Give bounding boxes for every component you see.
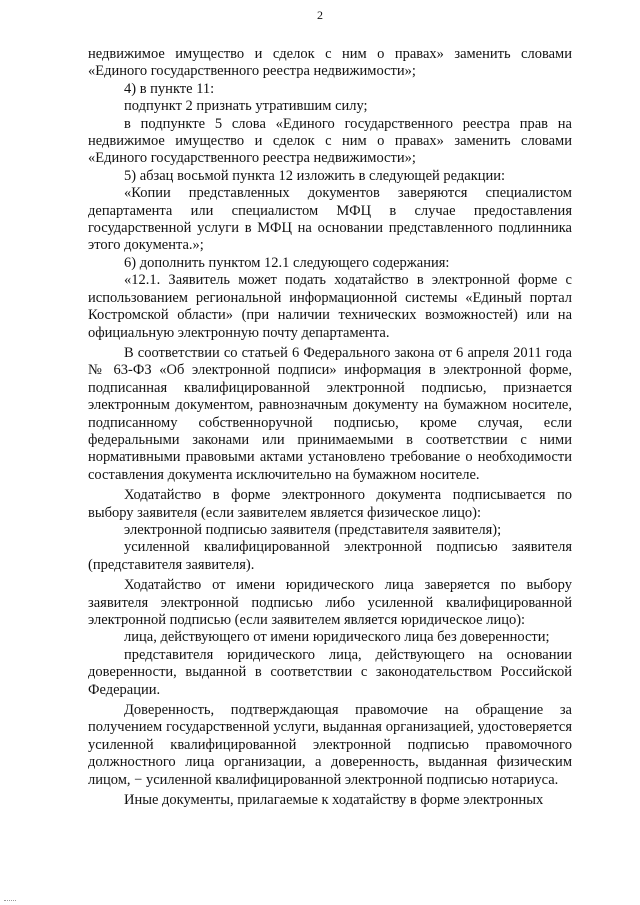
paragraph: В соответствии со статьей 6 Федерального закона от 6 апреля 2011 года № 63-ФЗ «Об электронной подписи» информация в электронной форме, подписанная квалифицированной электронной подписью, признается электронным документом, равнозначным документу на бумажном носителе, подписанному собственноручной подписью, кроме случая, если федеральными законами или принимаемыми в соответствии с ними нормативными правовыми актами установлено требование о необходимости составления документа исключительно на бумажном носителе. [88,344,572,483]
paragraph: подпункт 2 признать утратившим силу; [124,98,368,115]
scan-artifact [4,900,16,903]
paragraph: лица, действующего от имени юридического лица без доверенности; [124,629,550,646]
paragraph: 6) дополнить пунктом 12.1 следующего содержания: [124,254,450,271]
paragraph: представителя юридического лица, действующего на основании доверенности, выданной в соответствии с законодательством Российской Федерации. [88,646,572,698]
paragraph: Доверенность, подтверждающая правомочие на обращение за получением государственной услуги, выданная организацией, удостоверяется усиленной квалифицированной электронной подписью правомочного должностного лица организации, а доверенность, выданная физическим лицом, − усиленной квалифицированной электронной подписью нотариуса. [88,702,572,788]
paragraph: 4) в пункте 11: [124,80,215,97]
page-number: 2 [317,8,323,22]
paragraph: «12.1. Заявитель может подать ходатайство в электронной форме с использованием региональной информационной системы «Единый портал Костромской области» (при наличии технических возможностей) или на официальную электронную почту департамента. [88,272,572,341]
document-body [88,46,572,809]
paragraph: Ходатайство от имени юридического лица заверяется по выбору заявителя электронной подписью либо усиленной квалифицированной электронной подписью (если заявителем является юридическое лицо): [88,577,572,628]
paragraph: Иные документы, прилагаемые к ходатайству в форме электронных [124,792,544,809]
paragraph: в подпункте 5 слова «Единого государственного реестра прав на недвижимое имущество и сделок с ним о правах» заменить словами «Единого государственного реестра недвижимости»; [88,115,572,167]
paragraph: «Копии представленных документов заверяются специалистом департамента или специалистом МФЦ в случае предоставления государственной услуги в МФЦ на основании представленного подлинника этого документа.»; [88,185,572,254]
paragraph: усиленной квалифицированной электронной подписью заявителя (представителя заявителя). [88,539,572,573]
paragraph: недвижимое имущество и сделок с ним о правах» заменить словами «Единого государственного реестра недвижимости»; [88,46,572,80]
paragraph: Ходатайство в форме электронного документа подписывается по выбору заявителя (если заявителем является физическое лицо): [88,487,572,521]
paragraph: электронной подписью заявителя (представителя заявителя); [124,521,502,538]
paragraph: 5) абзац восьмой пункта 12 изложить в следующей редакции: [124,167,506,184]
